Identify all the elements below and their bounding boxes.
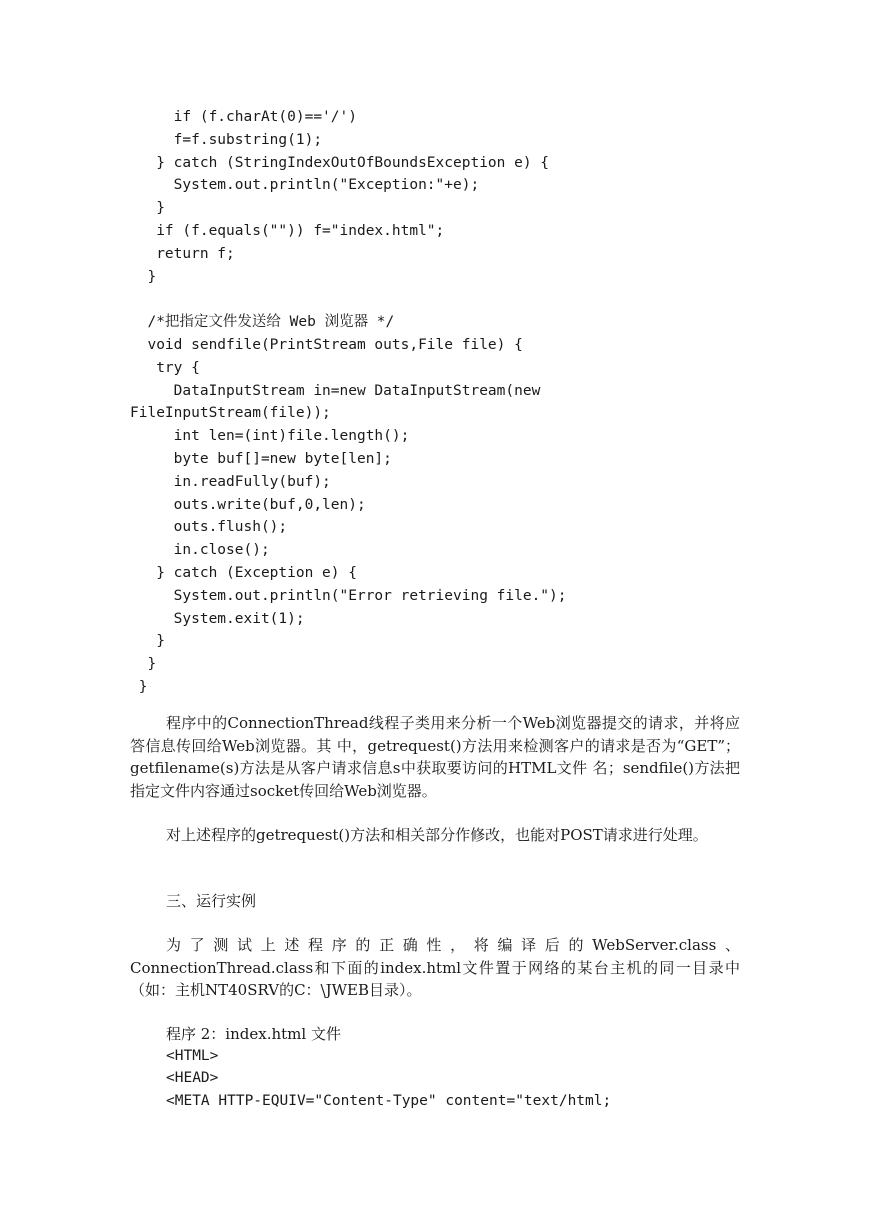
code-line: }: [130, 268, 157, 285]
code-line: int len=(int)file.length();: [130, 428, 410, 445]
program-listing: [166, 1023, 786, 1112]
paragraph-connection-thread: 程序中的ConnectionThread线程子类用来分析一个Web浏览器提交的请求，并将应答信息传回给Web浏览器。其 中，getrequest()方法用来检测客户的请求是否为“GET”；getfilename(s)方法是从客户请求信息s中获取要访问的HTML文件 名；sendfile()方法把指定文件内容通过socket传回给Web浏览器。: [130, 714, 740, 800]
listing-line: <META HTTP-EQUIV="Content-Type" content="text/html;: [166, 1092, 612, 1109]
code-line: byte buf[]=new byte[len];: [130, 450, 392, 467]
code-line: }: [130, 656, 157, 673]
code-line: FileInputStream(file));: [130, 405, 331, 422]
code-line: return f;: [130, 245, 235, 262]
paragraph-test-setup: 为了测试上述程序的正确性，将编译后的WebServer.class、ConnectionThread.class和下面的index.html文件置于网络的某台主机的同一目录中（如：主机NT40SRV的C：\JWEB目录）。: [130, 936, 740, 1000]
code-line: }: [130, 633, 165, 650]
code-line: outs.write(buf,0,len);: [130, 496, 366, 513]
code-line: DataInputStream in=new DataInputStream(new: [130, 382, 541, 399]
code-line: void sendfile(PrintStream outs,File file) {: [130, 336, 523, 353]
code-line: outs.flush();: [130, 519, 288, 536]
code-line: f=f.substring(1);: [130, 131, 323, 148]
code-line: System.out.println("Error retrieving file.");: [130, 587, 567, 604]
code-comment: /*把指定文件发送给 Web 浏览器 */: [130, 314, 395, 331]
code-line: System.out.println("Exception:"+e);: [130, 177, 480, 194]
code-line: }: [130, 678, 148, 695]
code-line: if (f.equals("")) f="index.html";: [130, 222, 445, 239]
code-line: System.exit(1);: [130, 610, 305, 627]
code-line: } catch (StringIndexOutOfBoundsException e) {: [130, 154, 550, 171]
java-code-block: [130, 106, 830, 699]
code-line: in.close();: [130, 542, 270, 559]
code-line: try {: [130, 359, 200, 376]
paragraph-post-request: 对上述程序的getrequest()方法和相关部分作修改，也能对POST请求进行处理。: [166, 826, 708, 844]
listing-line: <HEAD>: [166, 1070, 219, 1087]
code-blank-line: [130, 288, 830, 311]
listing-title: 程序 2：index.html 文件: [166, 1025, 341, 1043]
code-line: if (f.charAt(0)=='/'): [130, 109, 357, 125]
section-heading-run-example: 三、运行实例: [166, 892, 257, 910]
listing-line: <HTML>: [166, 1048, 219, 1065]
code-line: in.readFully(buf);: [130, 473, 331, 490]
code-line: }: [130, 200, 165, 217]
code-line: } catch (Exception e) {: [130, 564, 357, 581]
